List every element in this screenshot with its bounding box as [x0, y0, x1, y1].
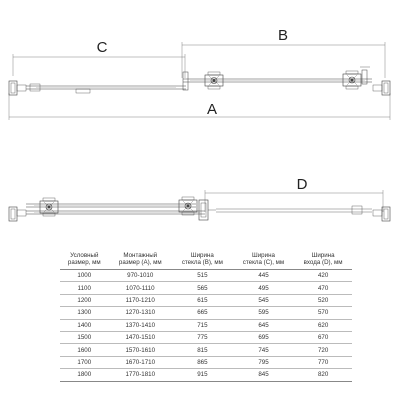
cell-nominal: 1400 [60, 319, 109, 331]
cell-entrance-d: 520 [294, 294, 352, 306]
label-c: C [96, 39, 108, 56]
label-b: B [277, 27, 289, 44]
cell-nominal: 1600 [60, 344, 109, 356]
table-row [60, 282, 352, 294]
table-row [60, 319, 352, 331]
cell-entrance-d: 670 [294, 331, 352, 343]
table-row [60, 369, 352, 381]
cell-mounting: 1170-1210 [109, 294, 172, 306]
table-row [60, 331, 352, 343]
cell-glass-b: 515 [172, 270, 233, 282]
size-specification-table [60, 249, 352, 382]
cell-glass-c: 845 [233, 369, 294, 381]
cell-glass-b: 565 [172, 282, 233, 294]
roller-carriage-right-open [179, 197, 197, 215]
cell-glass-b: 665 [172, 307, 233, 319]
cell-glass-c: 645 [233, 319, 294, 331]
table-row [60, 294, 352, 306]
cell-mounting: 1470-1510 [109, 331, 172, 343]
cell-glass-b: 715 [172, 319, 233, 331]
table-row [60, 307, 352, 319]
label-a: A [206, 101, 218, 118]
cell-entrance-d: 820 [294, 369, 352, 381]
roller-carriage-right [343, 67, 370, 89]
cell-entrance-d: 420 [294, 270, 352, 282]
cell-mounting: 1770-1810 [109, 369, 172, 381]
table-row [60, 356, 352, 368]
table-row [60, 344, 352, 356]
dimension-d [205, 176, 383, 212]
cell-nominal: 1700 [60, 356, 109, 368]
table-row [60, 270, 352, 282]
stacked-glass-panels [26, 204, 205, 214]
cell-nominal: 1300 [60, 307, 109, 319]
cell-mounting: 1370-1410 [109, 319, 172, 331]
cell-nominal: 1800 [60, 369, 109, 381]
open-door-plan [9, 176, 390, 221]
cell-glass-b: 815 [172, 344, 233, 356]
header-nominal-size: Условный размер, мм [60, 249, 109, 270]
cell-glass-c: 695 [233, 331, 294, 343]
cell-nominal: 1500 [60, 331, 109, 343]
cell-nominal: 1000 [60, 270, 109, 282]
cell-mounting: 1070-1110 [109, 282, 172, 294]
closed-door-plan [9, 27, 390, 120]
cell-glass-c: 495 [233, 282, 294, 294]
dimension-b [182, 27, 385, 78]
fixed-glass-panel [26, 72, 188, 93]
cell-mounting: 1570-1610 [109, 344, 172, 356]
cell-mounting: 1670-1710 [109, 356, 172, 368]
label-d: D [296, 176, 308, 193]
cell-entrance-d: 720 [294, 344, 352, 356]
cell-entrance-d: 620 [294, 319, 352, 331]
header-entrance-width-d: Ширина входа (D), мм [294, 249, 352, 270]
cell-glass-b: 775 [172, 331, 233, 343]
table-header-row [60, 249, 352, 270]
wall-profile-left-open [9, 207, 26, 221]
cell-glass-b: 915 [172, 369, 233, 381]
cell-glass-c: 595 [233, 307, 294, 319]
cell-mounting: 970-1010 [109, 270, 172, 282]
header-mounting-size: Монтажный размер (А), мм [109, 249, 172, 270]
cell-glass-c: 445 [233, 270, 294, 282]
cell-entrance-d: 770 [294, 356, 352, 368]
wall-profile-right [373, 81, 390, 95]
dimension-a [9, 93, 390, 120]
header-glass-width-c: Ширина стекла (С), мм [233, 249, 294, 270]
cell-glass-c: 795 [233, 356, 294, 368]
rail-track [216, 206, 372, 214]
cell-mounting: 1270-1310 [109, 307, 172, 319]
cell-nominal: 1100 [60, 282, 109, 294]
cell-entrance-d: 470 [294, 282, 352, 294]
cell-glass-c: 745 [233, 344, 294, 356]
cell-nominal: 1200 [60, 294, 109, 306]
wall-profile-right-open [373, 207, 390, 221]
cell-glass-b: 865 [172, 356, 233, 368]
cell-glass-b: 615 [172, 294, 233, 306]
cell-entrance-d: 570 [294, 307, 352, 319]
dimension-c [13, 39, 185, 78]
door-stopper [199, 200, 216, 220]
cell-glass-c: 545 [233, 294, 294, 306]
header-glass-width-b: Ширина стекла (В), мм [172, 249, 233, 270]
wall-profile-left [9, 81, 26, 95]
